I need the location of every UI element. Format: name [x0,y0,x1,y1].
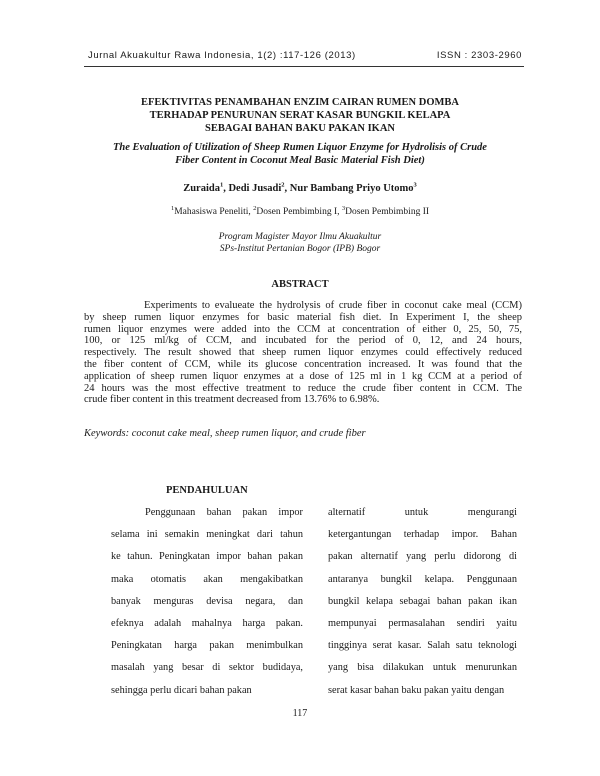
affil-sup: 1 [170,204,175,212]
body-line: efeknya adalah mahalnya harga pakan. [111,618,303,630]
author-list [100,183,500,194]
affil-sup: 3 [341,204,346,212]
author-name: Zuraida [183,183,220,194]
english-title-line: The Evaluation of Utilization of Sheep Rumen Liquor Enzyme for Hydrolisis of Crude [113,142,487,153]
institution [100,231,500,255]
body-line: alternatif untuk mengurangi [328,507,517,518]
body-line: pakan alternatif yang perlu didorong di [328,551,517,563]
abstract-line: crude fiber content in this treatment decreased from 13.76% to 6.98%. [84,394,380,406]
english-title-line: Fiber Content in Coconut Meal Basic Material Fish Diet) [175,155,425,166]
body-line: sehingga perlu dicari bahan pakan [111,684,252,696]
issn: ISSN : 2303-2960 [436,50,522,61]
abstract-line: respectively. The result showed that sheep rumen liquor enzymes could effectively reduced [84,347,522,359]
title-line: SEBAGAI BAHAN BAKU PAKAN IKAN [205,123,395,134]
affil-text: Mahasiswa Peneliti, [174,207,254,217]
body-line: antaranya bungkil kelapa. Penggunaan [328,573,517,585]
body-line: tingginya serat kasar. Salah satu teknologi [328,640,517,652]
author-name: Dedi Jusadi [228,183,282,194]
affil-text: Dosen Pembimbing II [345,207,430,217]
body-line: yang bisa dilakukan untuk menurunkan [328,662,517,674]
affiliations [100,204,500,217]
author-sup: 1 [219,181,224,189]
body-column-right [328,502,517,702]
abstract-line: rumen liquor enzymes were added into the CCM at concentration of either 0, 25, 50, 75, [84,323,522,335]
keywords: Keywords: coconut cake meal, sheep rumen liquor, and crude fiber [84,428,366,439]
paper-title [100,96,500,135]
author-sup: 2 [281,181,285,189]
section-heading: PENDAHULUAN [166,485,248,496]
body-line: Penggunaan bahan pakan impor [145,507,303,518]
abstract-body [84,300,522,406]
author-sep: , [284,183,290,194]
body-line: mempunyai permasalahan sendiri yaitu [328,618,517,630]
body-line: selama ini semakin meningkat dari tahun [111,529,303,541]
abstract-line: Experiments to evalueate the hydrolysis of crude fiber in coconut cake meal (CCM) [144,300,522,311]
english-title [100,141,500,167]
abstract-line: by sheep rumen liquor enzymes for basic material fish diet. In Experiment I, the sheep [84,311,522,323]
author-sup: 3 [413,181,417,189]
author-sep: , [223,183,229,194]
affil-text: Dosen Pembimbing I, [256,207,342,217]
title-line: TERHADAP PENURUNAN SERAT KASAR BUNGKIL KELAPA [149,110,451,121]
affil-sup: 2 [253,204,257,212]
body-line: masalah yang besar di sektor budidaya, [111,662,303,674]
abstract-line: 24 hours was the most effective treatment to reduce the crude fiber content in CCM. The [84,382,522,394]
body-column-left [111,502,303,702]
journal-citation: Jurnal Akuakultur Rawa Indonesia, 1(2) :117-126 (2013) [88,50,356,61]
author-name: Nur Bambang Priyo Utomo [289,183,414,194]
abstract-heading: ABSTRACT [271,279,329,290]
abstract-line: 100, or 125 ml/kg of CCM, and incubated for the period of 0, 12, and 24 hours, [84,335,522,347]
body-line: banyak menguras devisa negara, dan [111,595,303,607]
institution-line: Program Magister Mayor Ilmu Akuakultur [218,232,382,242]
body-line: maka otomatis akan mengakibatkan [111,573,303,585]
title-line: EFEKTIVITAS PENAMBAHAN ENZIM CAIRAN RUMEN DOMBA [140,97,460,108]
body-line: ketergantungan terhadap impor. Bahan [328,529,517,541]
body-line: Peningkatan harga pakan menimbulkan [111,640,303,652]
header-rule [84,66,524,67]
page-number: 117 [292,708,308,719]
body-line: ke tahun. Peningkatan impor bahan pakan [111,551,303,563]
abstract-line: application of sheep rumen liquor enzymes at a dose of 125 ml in 1 kg CCM at a period of [84,370,522,382]
body-line: bungkil kelapa sebagai bahan pakan ikan [328,595,517,607]
institution-line: SPs-Institut Pertanian Bogor (IPB) Bogor [219,244,381,254]
body-line: serat kasar bahan baku pakan yaitu dengan [328,684,505,696]
abstract-line: the fiber content of CCM, while its glucose concentration increased. It was found that the [84,358,522,370]
